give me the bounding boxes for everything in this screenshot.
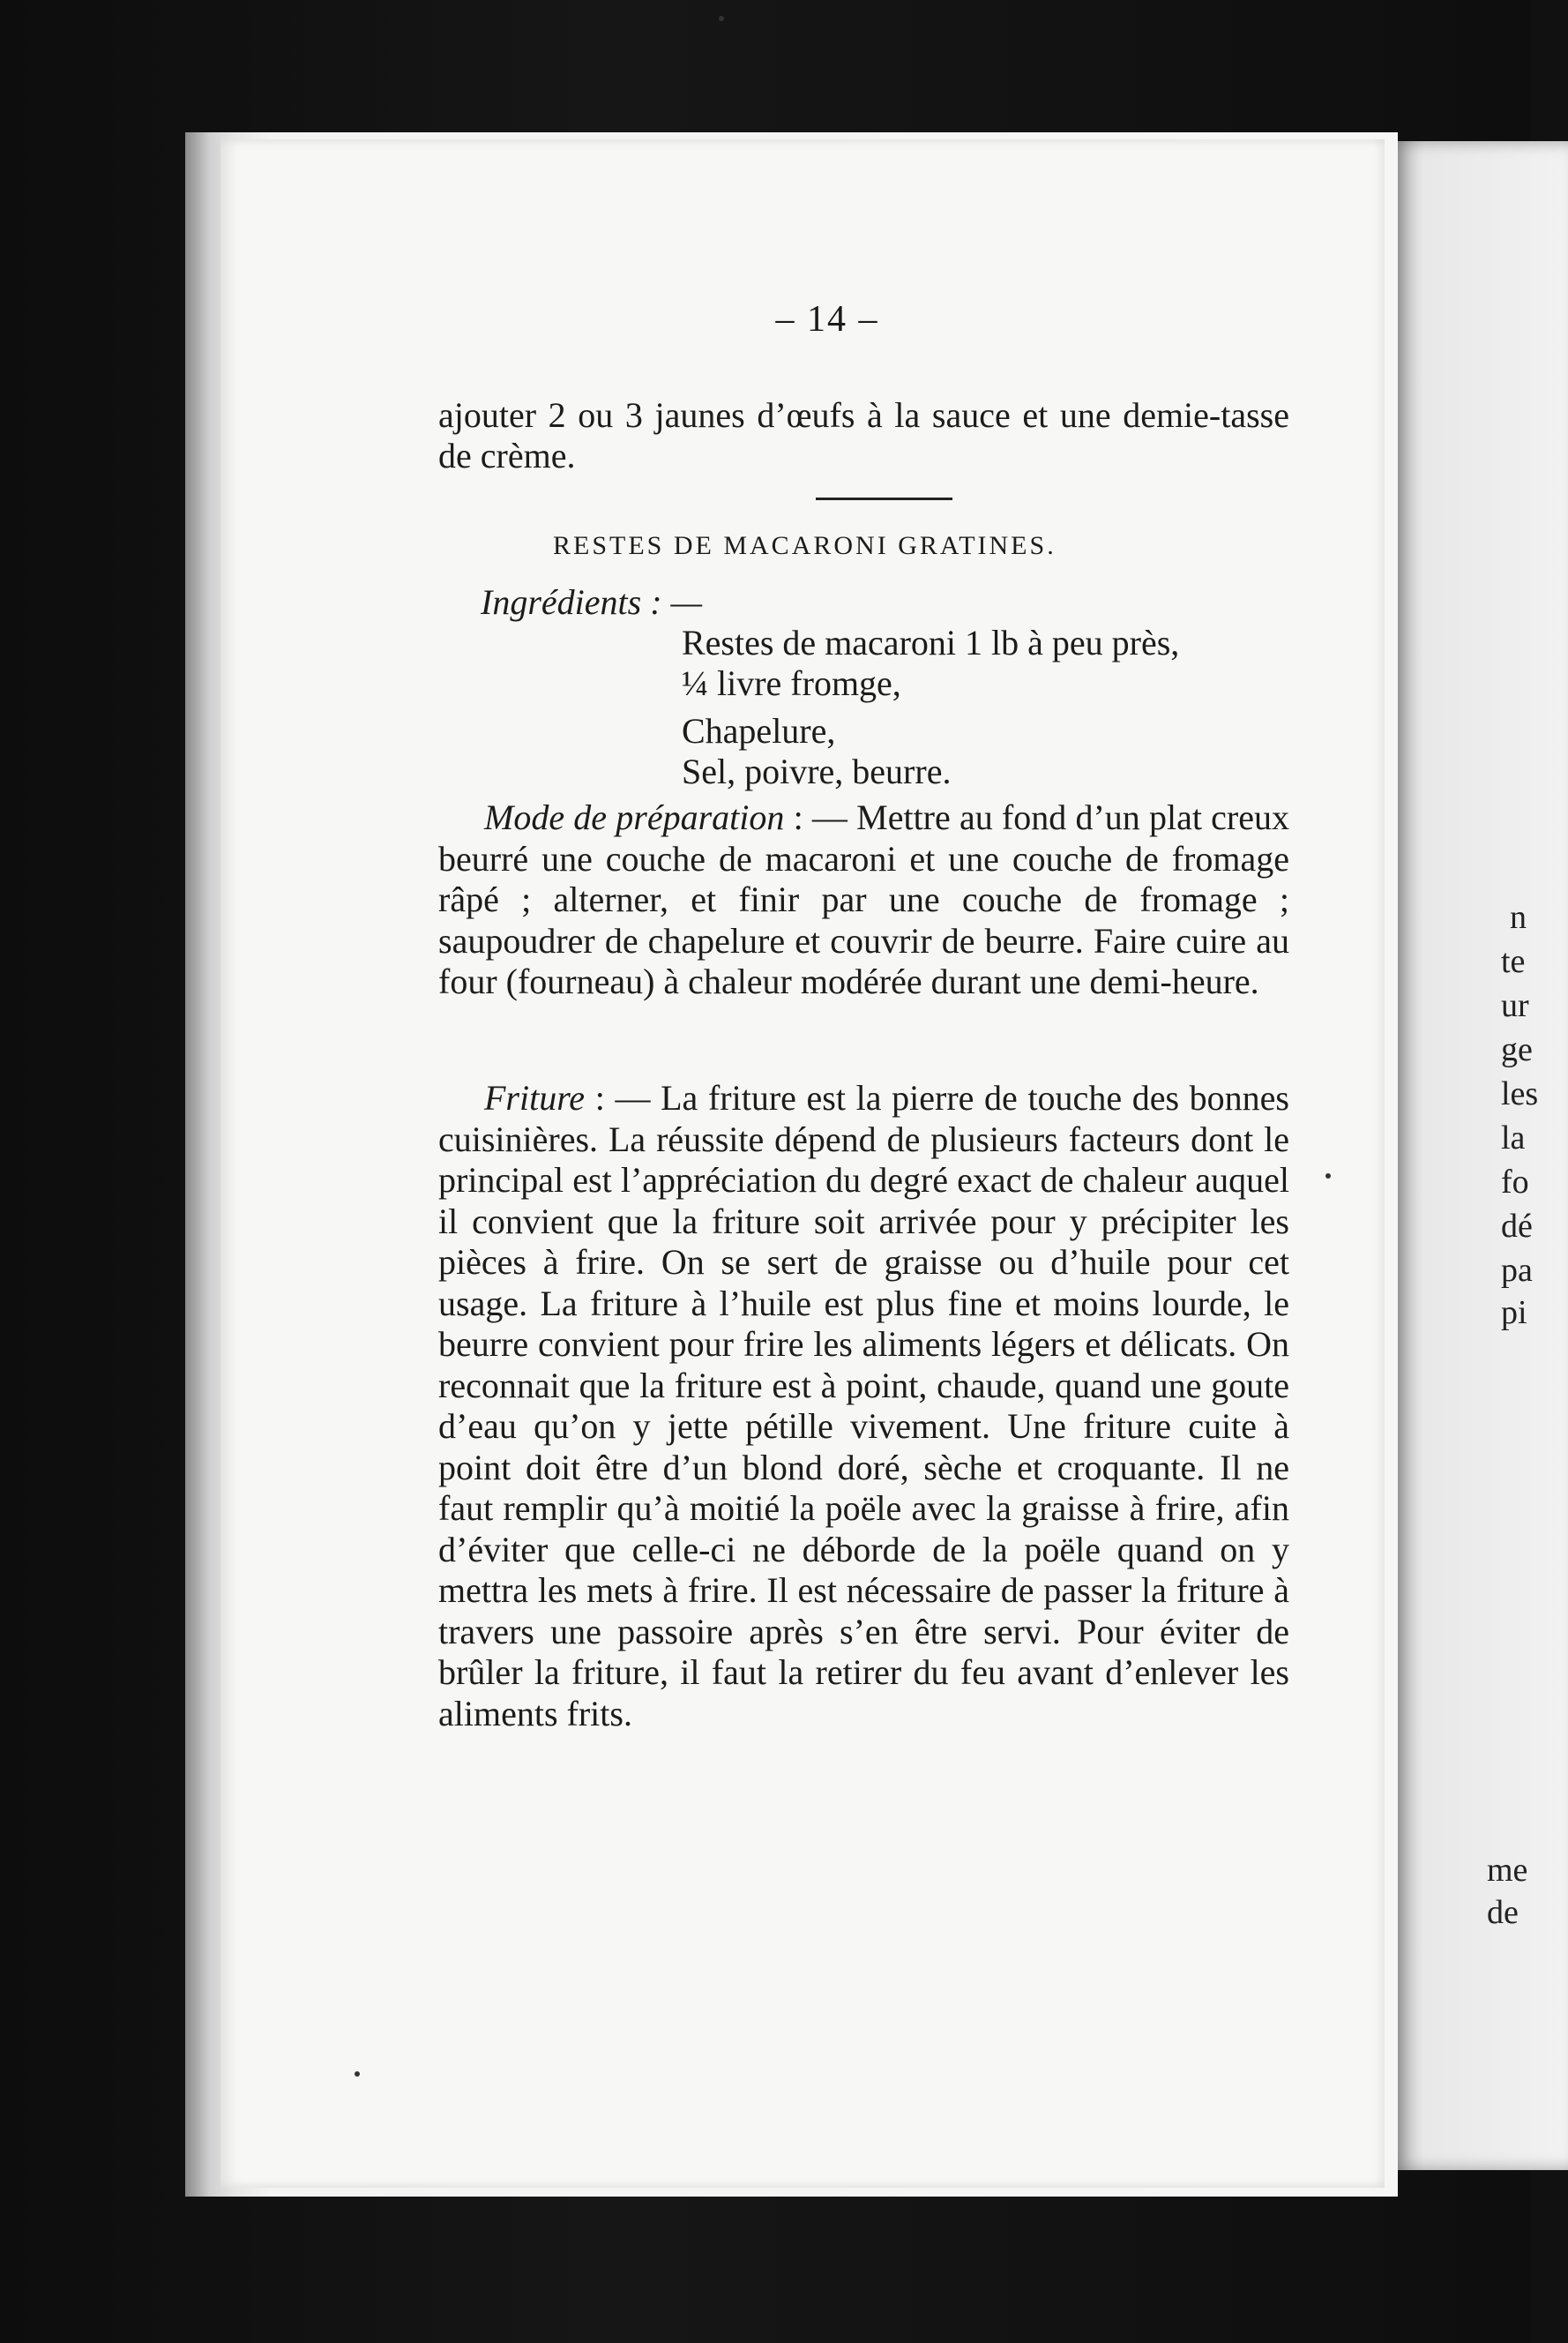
ingredients-label: Ingrédients : — (481, 582, 703, 622)
intro-paragraph: ajouter 2 ou 3 jaunes d’œufs à la sauce et une demie-tasse de crème. (438, 395, 1289, 475)
ingredient-item: ¼ livre fromge, (682, 663, 901, 703)
preparation-paragraph (438, 797, 1289, 1003)
next-page-fragment: n (1510, 899, 1527, 936)
ingredient-item: Chapelure, (682, 711, 836, 751)
next-page-fragment: pi (1501, 1294, 1527, 1331)
friture-text: : — La friture est la pierre de touche des bonnes cuisinières. La réussite dépend de plusieurs facteurs dont le principal est l’appréciation du degré exact de chaleur auquel il convient que la friture soit arrivée pour y précipiter les pièces à frire. On se sert de graisse ou d’huile pour cet usage. La friture à l’huile est plus fine et moins lourde, le beurre convient pour frire les aliments légers et délicats. On reconnait que la friture est à point, chaude, quand une goute d’eau qu’on y jette pétille vivement. Une friture cuite à point doit être d’un blond doré, sèche et croquante. Il ne faut remplir qu’à moitié la poële avec la graisse à frire, afin d’éviter que celle-ci ne déborde de la poële quand on y mettra les mets à frire. Il est nécessaire de passer la friture à travers une passoire après s’en être servi. Pour éviter de brûler la friture, il faut la retirer du feu avant d’enlever les aliments frits. (438, 1078, 1290, 1733)
page-number: – 14 – (775, 299, 879, 340)
recipe-title: RESTES DE MACARONI GRATINES. (553, 531, 1057, 560)
next-page-fragment: ge (1501, 1031, 1533, 1068)
speck (355, 2071, 360, 2077)
next-page-fragment: me (1487, 1852, 1528, 1889)
next-page-fragment: fo (1501, 1164, 1529, 1201)
next-page-fragment: dé (1501, 1208, 1533, 1245)
next-page-edge (1392, 141, 1568, 2170)
preparation-label: Mode de préparation (484, 797, 785, 837)
friture-paragraph (438, 1078, 1289, 1734)
next-page-fragment: les (1501, 1075, 1539, 1112)
next-page-fragment: ur (1501, 987, 1529, 1024)
ingredient-item: Sel, poivre, beurre. (682, 752, 952, 791)
next-page-fragment: de (1487, 1894, 1519, 1931)
next-page-fragment: pa (1501, 1252, 1533, 1289)
next-page-fragment: te (1501, 943, 1526, 980)
section-divider (816, 498, 952, 500)
next-page-fragment: la (1501, 1119, 1526, 1157)
preparation-text: : — Mettre au fond d’un plat creux beurré une couche de macaroni et une couche de fromage râpé ; alterner, et finir par une couche de fromage ; saupoudrer de chapelure et couvrir de beurre. Faire cuire au four (fourneau) à chaleur modérée durant une demi-heure. (438, 797, 1290, 1001)
ingredient-item: Restes de macaroni 1 lb à peu près, (682, 623, 1180, 662)
friture-label: Friture (484, 1078, 586, 1118)
speck (719, 16, 724, 21)
speck (1325, 1173, 1331, 1179)
